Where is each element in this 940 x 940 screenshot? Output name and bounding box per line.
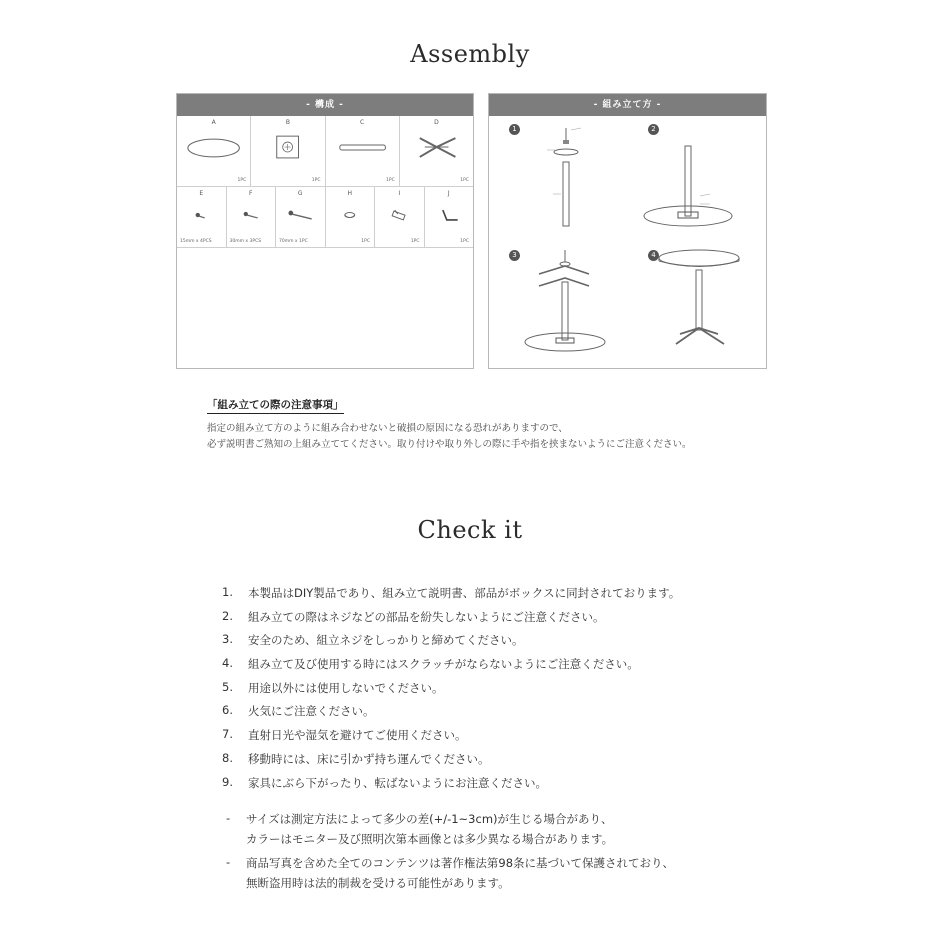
item-text: 安全のため、組立ネジをしっかりと締めてください。 [248, 633, 524, 648]
part-qty: 1PC [361, 239, 370, 244]
medium-screw-icon [227, 201, 276, 231]
checkit-title: Check it [417, 516, 523, 544]
item-text: 組み立て及び使用する時にはスクラッチがならないようにご注意ください。 [248, 657, 639, 672]
hex-key-icon [425, 201, 474, 231]
exploded-pole-assembly-icon [489, 116, 628, 242]
part-qty: 1PC [311, 178, 321, 183]
item-text: 家具にぶら下がったり、転ばないようにお注意ください。 [248, 775, 547, 790]
parts-panel [176, 93, 474, 369]
part-i [375, 187, 425, 247]
item-text: 直射日光や湿気を避けてご使用ください。 [248, 728, 467, 743]
item-number: 6. [222, 703, 233, 718]
step-3 [489, 242, 628, 368]
part-letter: D [434, 119, 439, 126]
checklist-item [222, 775, 680, 799]
part-letter: H [347, 190, 352, 197]
item-text: 組み立ての際はネジなどの部品を紛失しないようにご注意ください。 [248, 609, 605, 624]
part-letter: F [249, 190, 253, 197]
item-number: 3. [222, 632, 233, 647]
parts-header: - 構成 - [177, 94, 473, 116]
parts-row-2 [177, 187, 473, 248]
long-bolt-icon [276, 201, 325, 231]
checklist-item [222, 585, 680, 609]
step-4 [628, 242, 767, 368]
bullet-line: サイズは測定方法によって多少の差(+/-1~3cm)が生じる場合があり、 [246, 812, 613, 826]
part-c [326, 116, 400, 186]
round-tabletop-icon [177, 130, 250, 170]
finished-table-icon [628, 242, 767, 368]
steps-panel [488, 93, 767, 369]
checklist-item [222, 680, 680, 704]
part-letter: I [398, 190, 401, 197]
step-number: 2 [648, 124, 659, 135]
item-number: 9. [222, 774, 233, 789]
bullet-line: カラーはモニター及び照明次第本画像とは多少異なる場合があります。 [246, 832, 614, 846]
item-number: 2. [222, 608, 233, 623]
item-text: 本製品はDIY製品であり、組み立て説明書、部品がボックスに同封されております。 [248, 586, 681, 600]
part-qty: 1PC [237, 178, 247, 183]
part-qty: 1PC [386, 178, 395, 183]
parts-row-1 [177, 116, 473, 187]
assembly-title: Assembly [410, 40, 530, 68]
cross-leg-icon [400, 130, 473, 170]
checklist-item [222, 703, 680, 727]
part-a [177, 116, 251, 186]
part-size: 70mm x 1PC [279, 239, 308, 244]
step-number: 1 [509, 124, 520, 135]
cap-icon [326, 201, 375, 231]
part-j [425, 187, 474, 247]
bullet-line: 商品写真を含めた全てのコンテンツは著作権法第98条に基づいて保護されており、 [246, 856, 675, 870]
item-text: 移動時には、床に引かず持ち運んでください。 [248, 751, 490, 766]
part-b [251, 116, 325, 186]
short-screw-icon [177, 201, 226, 231]
part-size: 15mm x 4PCS [180, 239, 212, 244]
notes-line: 指定の組み立て方のように組み合わせないと破損の原因になる恐れがありますので、 [207, 423, 568, 434]
steps-header: - 組み立て方 - [489, 94, 766, 116]
cross-leg-attach-icon [489, 242, 628, 368]
step-1 [489, 116, 628, 242]
item-number: 7. [222, 727, 233, 742]
step-number: 3 [509, 250, 520, 261]
checklist-item [222, 609, 680, 633]
part-qty: 1PC [460, 178, 469, 183]
checklist-item [222, 632, 680, 656]
notes-line: 必ず説明書ご熟知の上組み立ててください。取り付けや取り外しの際に手や指を挟まないようにご注意ください。 [207, 439, 692, 450]
part-size: 30mm x 3PCS [229, 239, 262, 244]
part-qty: 1PC [410, 239, 420, 244]
part-letter: G [297, 190, 303, 197]
checklist-item [222, 727, 680, 751]
part-letter: A [211, 119, 216, 126]
step-number: 4 [648, 250, 659, 261]
item-number: 5. [222, 679, 233, 694]
bullet-line: 無断盗用時は法的制裁を受ける可能性があります。 [246, 876, 510, 890]
item-text: 火気にご注意ください。 [248, 704, 375, 719]
wrench-icon [375, 201, 424, 231]
part-letter: J [447, 190, 450, 197]
bullet-dash: - [226, 811, 231, 825]
item-number: 1. [222, 585, 233, 599]
item-number: 4. [222, 656, 233, 671]
part-g [276, 187, 326, 247]
base-plate-icon [251, 130, 324, 170]
checklist-item [222, 751, 680, 775]
part-letter: C [360, 119, 365, 126]
checklist [222, 585, 680, 798]
part-f [227, 187, 277, 247]
pole-on-base-icon [628, 116, 767, 242]
part-letter: B [285, 119, 290, 126]
steps-grid [489, 116, 766, 368]
notes-heading: 「組み立ての際の注意事項」 [207, 397, 344, 414]
part-letter: E [199, 190, 204, 197]
part-qty: 1PC [460, 239, 469, 244]
item-text: 用途以外には使用しないでください。 [248, 680, 444, 695]
part-d [400, 116, 473, 186]
bullet-dash: - [226, 855, 231, 869]
pole-icon [326, 130, 399, 170]
item-number: 8. [222, 750, 233, 765]
part-e [177, 187, 227, 247]
checklist-item [222, 656, 680, 680]
step-2 [628, 116, 767, 242]
part-h [326, 187, 376, 247]
